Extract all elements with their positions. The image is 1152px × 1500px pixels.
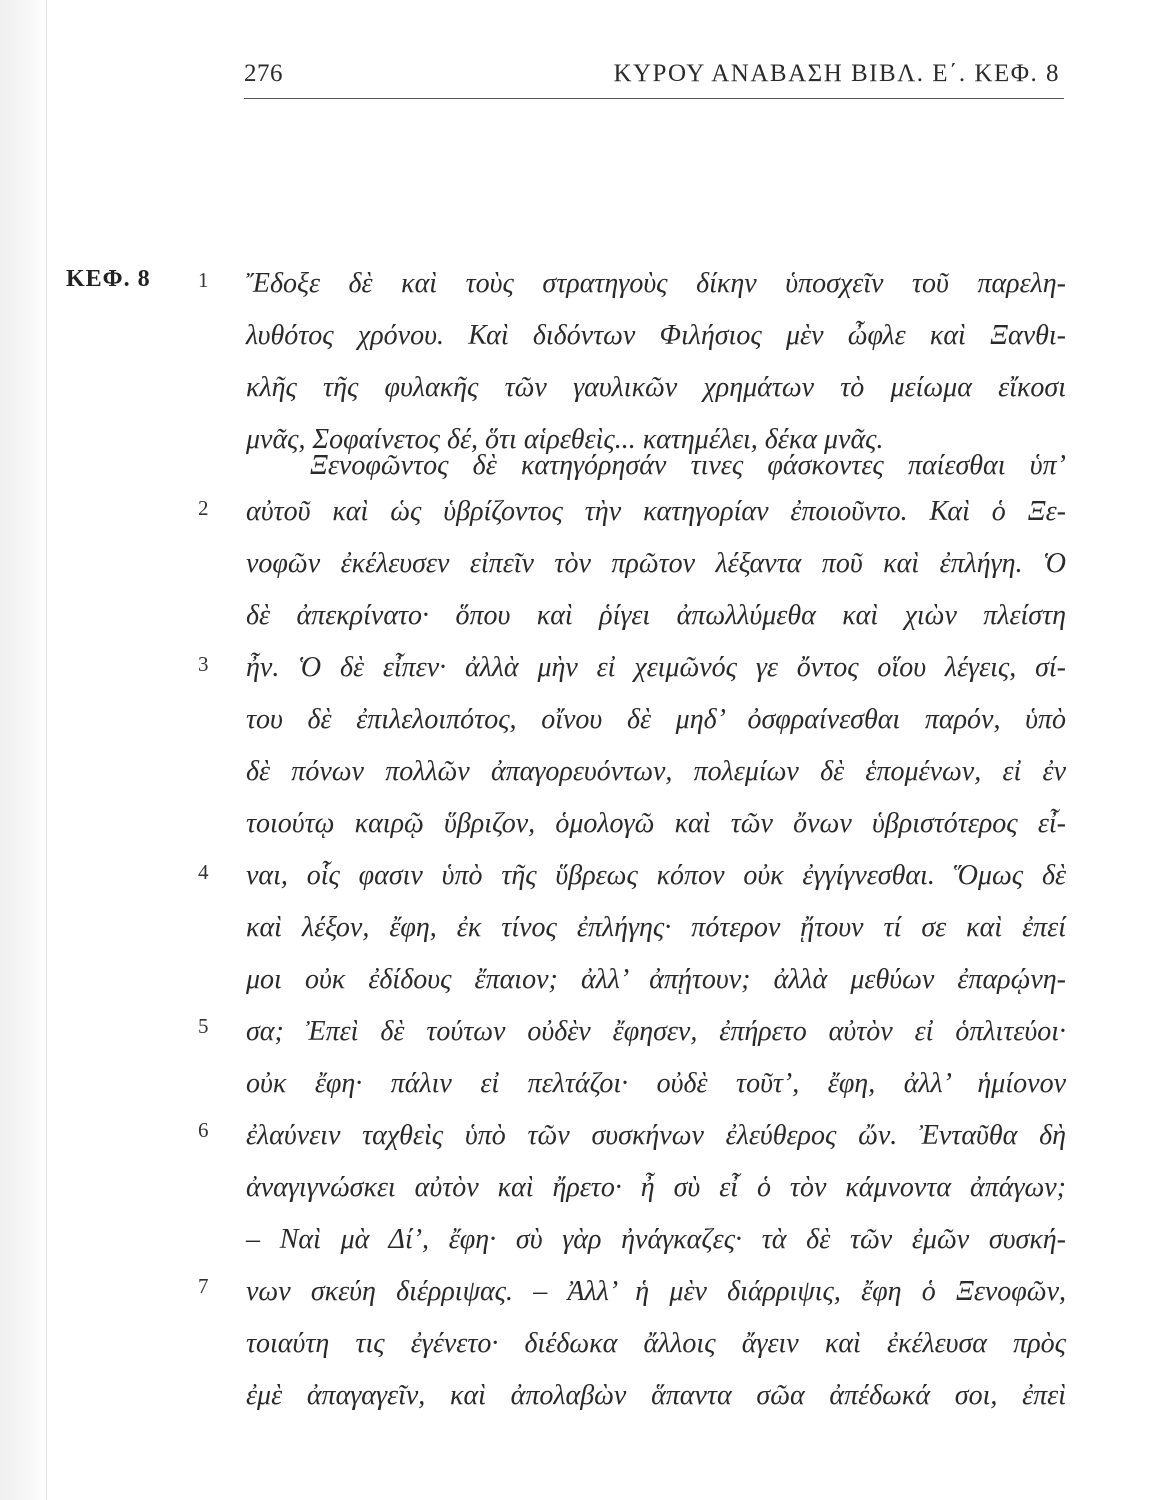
- text-line: αὐτοῦ καὶ ὡς ὑβρίζοντος τὴν κατηγορίαν ἐποιοῦντο. Καὶ ὁ Ξε-: [246, 496, 1066, 527]
- text-line: του δὲ ἐπιλελοιπότος, οἴνου δὲ μηδ’ ὀσφραίνεσθαι παρόν, ὑπὸ: [246, 704, 1066, 735]
- text-line: οὐκ ἔφη· πάλιν εἰ πελτάζοι· οὐδὲ τοῦτ’, ἔφη, ἀλλ’ ἡμίονον: [246, 1068, 1066, 1099]
- text-line: ἐλαύνειν ταχθεὶς ὑπὸ τῶν συσκήνων ἐλεύθερος ὤν. Ἐνταῦθα δὴ: [246, 1120, 1066, 1151]
- section-number: 2: [198, 496, 209, 520]
- text-line: κλῆς τῆς φυλακῆς τῶν γαυλικῶν χρημάτων τὸ μείωμα εἴκοσι: [246, 372, 1066, 403]
- section-number: 1: [198, 268, 209, 292]
- section-number: 4: [198, 860, 209, 884]
- text-line: τοιαύτη τις ἐγένετο· διέδωκα ἄλλοις ἄγειν καὶ ἐκέλευσα πρὸς: [246, 1328, 1066, 1359]
- text-line: τοιούτῳ καιρῷ ὕβριζον, ὁμολογῶ καὶ τῶν ὄνων ὑβριστότερος εἶ-: [246, 808, 1066, 839]
- page-number: 276: [244, 60, 283, 87]
- text-line: καὶ λέξον, ἔφη, ἐκ τίνος ἐπλήγης· πότερον ᾔτουν τί σε καὶ ἐπεί: [246, 912, 1066, 943]
- text-line: ἐμὲ ἀπαγαγεῖν, καὶ ἀπολαβὼν ἅπαντα σῶα ἀπέδωκά σοι, ἐπεὶ: [246, 1380, 1066, 1411]
- text-line: μνᾶς, Σοφαίνετος δέ, ὅτι αἱρεθεὶς... κατημέλει, δέκα μνᾶς.: [246, 424, 884, 455]
- text-line: Ξενοφῶντος δὲ κατηγόρησάν τινες φάσκοντες παίεσθαι ὑπ’: [310, 450, 1066, 481]
- text-line: σα; Ἐπεὶ δὲ τούτων οὐδὲν ἔφησεν, ἐπήρετο αὐτὸν εἰ ὁπλιτεύοι·: [246, 1016, 1066, 1047]
- running-header: [244, 58, 1064, 99]
- text-line: Ἔδοξε δὲ καὶ τοὺς στρατηγοὺς δίκην ὑποσχεῖν τοῦ παρελη-: [246, 268, 1066, 299]
- text-line: νων σκεύη διέρριψας. – Ἀλλ’ ἡ μὲν διάρριψις, ἔφη ὁ Ξενοφῶν,: [246, 1276, 1066, 1307]
- section-number: 7: [198, 1274, 209, 1298]
- running-title: ΚΥΡΟΥ ΑΝΑΒΑΣΗ ΒΙΒΛ. Ε΄. ΚΕΦ. 8: [613, 60, 1060, 87]
- chapter-marker: ΚΕΦ. 8: [66, 266, 151, 292]
- text-line: μοι οὐκ ἐδίδους ἔπαιον; ἀλλ’ ἀπῄτουν; ἀλλὰ μεθύων ἐπαρῴνη-: [246, 964, 1066, 995]
- section-number: 3: [198, 652, 209, 676]
- section-number: 6: [198, 1118, 209, 1142]
- text-line: δὲ πόνων πολλῶν ἀπαγορευόντων, πολεμίων δὲ ἑπομένων, εἰ ἐν: [246, 756, 1066, 787]
- text-line: δὲ ἀπεκρίνατο· ὅπου καὶ ῥίγει ἀπωλλύμεθα καὶ χιὼν πλείστη: [246, 600, 1066, 631]
- text-line: ἦν. Ὁ δὲ εἶπεν· ἀλλὰ μὴν εἰ χειμῶνός γε ὄντος οἵου λέγεις, σί-: [246, 652, 1066, 683]
- text-line: ναι, οἷς φασιν ὑπὸ τῆς ὕβρεως κόπον οὐκ ἐγγίγνεσθαι. Ὅμως δὲ: [246, 860, 1066, 891]
- text-line: ἀναγιγνώσκει αὐτὸν καὶ ἤρετο· ἦ σὺ εἶ ὁ τὸν κάμνοντα ἀπάγων;: [246, 1172, 1066, 1203]
- text-line: – Ναὶ μὰ Δί’, ἔφη· σὺ γὰρ ἠνάγκαζες· τὰ δὲ τῶν ἐμῶν συσκή-: [246, 1224, 1066, 1255]
- text-line: λυθότος χρόνου. Καὶ διδόντων Φιλήσιος μὲν ὦφλε καὶ Ξανθι-: [246, 320, 1066, 351]
- page-binding-edge: [0, 0, 47, 1500]
- section-number: 5: [198, 1014, 209, 1038]
- text-line: νοφῶν ἐκέλευσεν εἰπεῖν τὸν πρῶτον λέξαντα ποῦ καὶ ἐπλήγη. Ὁ: [246, 548, 1066, 579]
